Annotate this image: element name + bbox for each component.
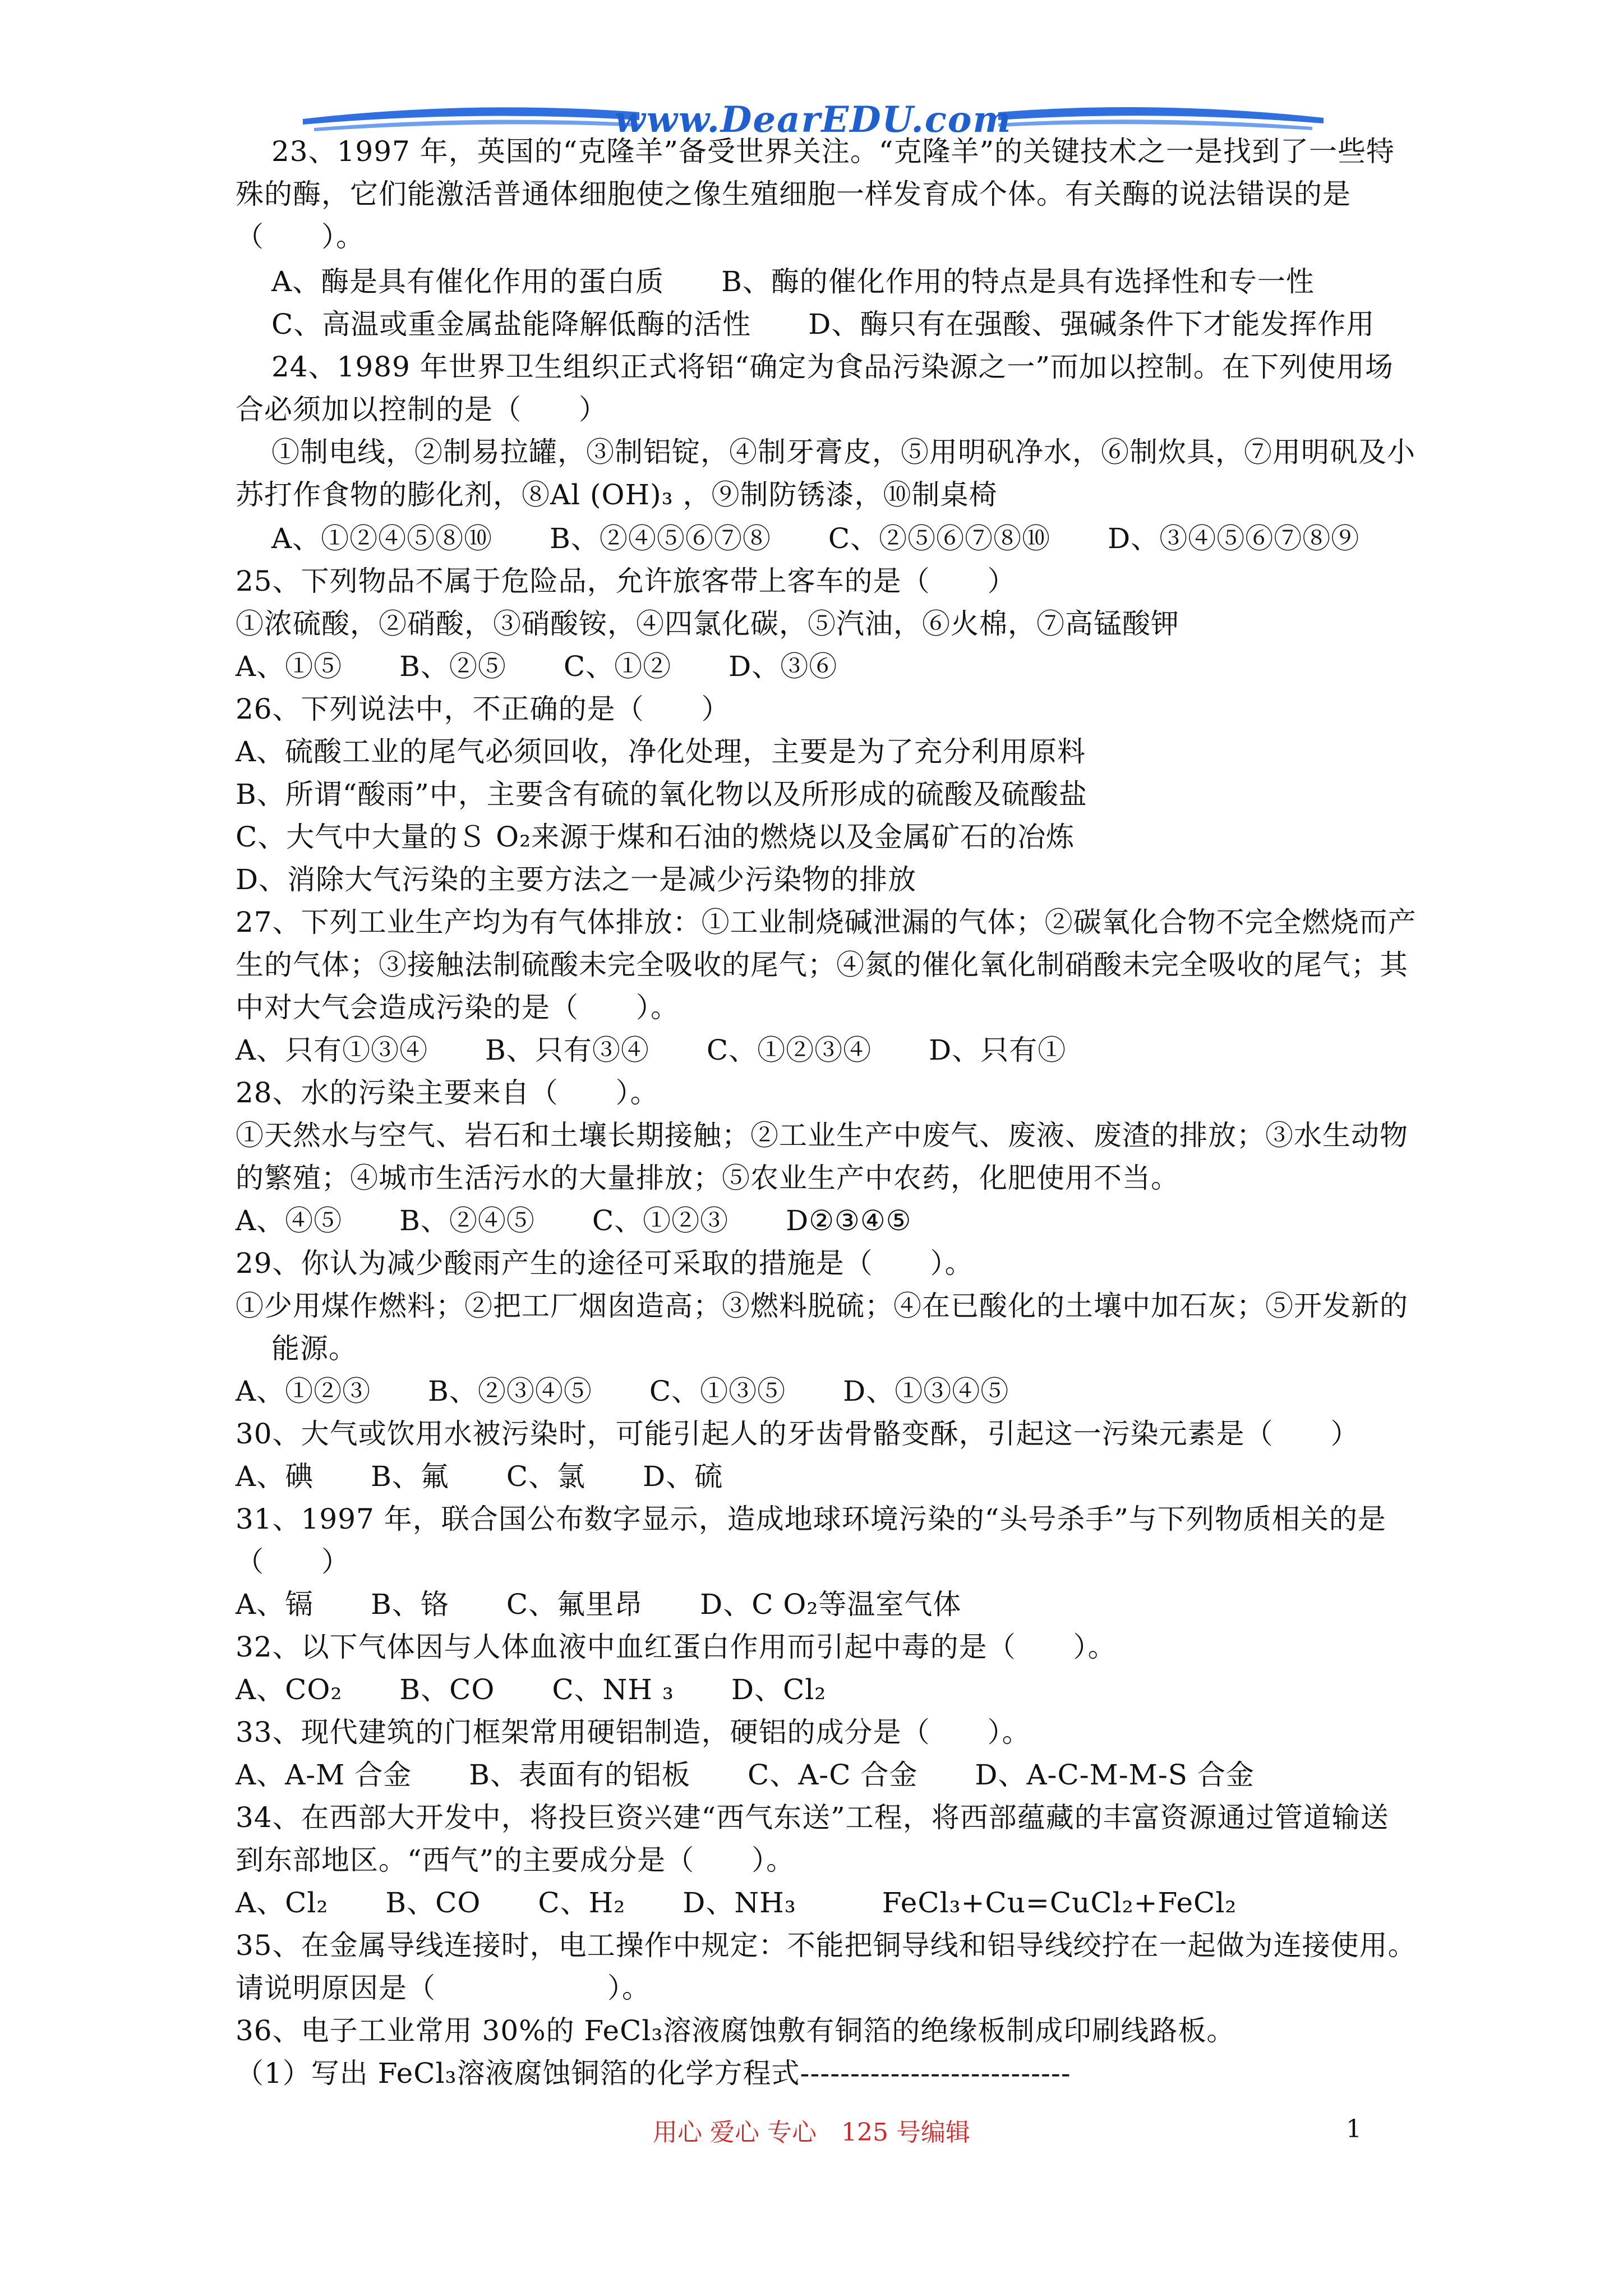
q24-line-1: 24、1989 年世界卫生组织正式将铝“确定为食品污染源之一”而加以控制。在下列使用场 <box>271 351 1394 383</box>
q35-line-2: 请说明原因是（ ）。 <box>236 1972 651 2004</box>
q34-line-2: 到东部地区。“西气”的主要成分是（ ）。 <box>236 1844 795 1876</box>
q26-line-1: 26、下列说法中，不正确的是（ ） <box>236 693 730 725</box>
q25-options: A、①⑤ B、②⑤ C、①② D、③⑥ <box>236 650 838 683</box>
q26-option-a: A、硫酸工业的尾气必须回收，净化处理，主要是为了充分利用原料 <box>236 735 1086 768</box>
q28-items-1: ①天然水与空气、岩石和土壤长期接触；②工业生产中废气、废液、废渣的排放；③水生动物 <box>236 1119 1408 1152</box>
q26-option-c: C、大气中大量的Ｓ O₂来源于煤和石油的燃烧以及金属矿石的冶炼 <box>236 821 1075 853</box>
q23-option-cd: C、高温或重金属盐能降解低酶的活性 D、酶只有在强酸、强碱条件下才能发挥作用 <box>271 308 1375 341</box>
q27-line-2: 生的气体；③接触法制硫酸未完全吸收的尾气；④氮的催化氧化制硝酸未完全吸收的尾气；其 <box>236 949 1408 981</box>
q33-line-1: 33、现代建筑的门框架常用硬铝制造，硬铝的成分是（ ）。 <box>236 1716 1031 1749</box>
q31-line-2: （ ） <box>236 1545 350 1578</box>
q25-items: ①浓硫酸，②硝酸，③硝酸铵，④四氯化碳，⑤汽油，⑥火棉，⑦高锰酸钾 <box>236 608 1179 640</box>
q27-line-1: 27、下列工业生产均为有气体排放：①工业制烧碱泄漏的气体；②碳氧化合物不完全燃烧而产 <box>236 906 1417 938</box>
q28-options: A、④⑤ B、②④⑤ C、①②③ D②③④⑤ <box>236 1204 912 1237</box>
q30-options: A、碘 B、氟 C、氯 D、硫 <box>236 1460 723 1493</box>
q24-line-2: 合必须加以控制的是（ ） <box>236 393 607 426</box>
q27-line-3: 中对大气会造成污染的是（ ）。 <box>236 991 679 1024</box>
q32-options: A、CO₂ B、CO C、NH ₃ D、Cl₂ <box>236 1673 827 1706</box>
q29-options: A、①②③ B、②③④⑤ C、①③⑤ D、①③④⑤ <box>236 1375 1009 1407</box>
q32-line-1: 32、以下气体因与人体血液中血红蛋白作用而引起中毒的是（ ）。 <box>236 1631 1117 1663</box>
q35-line-1: 35、在金属导线连接时，电工操作中规定：不能把铜导线和铝导线绞拧在一起做为连接使用。 <box>236 1929 1417 1962</box>
q23-line-1: 23、1997 年，英国的“克隆羊”备受世界关注。“克隆羊”的关键技术之一是找到了一些特 <box>271 135 1395 168</box>
q24-items-1: ①制电线，②制易拉罐，③制铝锭，④制牙膏皮，⑤用明矾净水，⑥制炊具，⑦用明矾及小 <box>271 436 1415 468</box>
q29-items-2: 能源。 <box>271 1332 357 1365</box>
q24-items-2: 苏打作食物的膨化剂，⑧Al (OH)₃ ，⑨制防锈漆，⑩制桌椅 <box>236 478 998 511</box>
q28-line-1: 28、水的污染主要来自（ ）。 <box>236 1076 659 1109</box>
q25-line-1: 25、下列物品不属于危险品，允许旅客带上客车的是（ ） <box>236 565 1016 597</box>
q26-option-d: D、消除大气污染的主要方法之一是减少污染物的排放 <box>236 863 917 896</box>
q31-line-1: 31、1997 年，联合国公布数字显示，造成地球环境污染的“头号杀手”与下列物质相关的是 <box>236 1503 1386 1535</box>
footer-editor-note: 用心 爱心 专心 125 号编辑 <box>653 2118 970 2147</box>
q34-line-1: 34、在西部大开发中，将投巨资兴建“西气东送”工程，将西部蕴藏的丰富资源通过管道输送 <box>236 1801 1389 1834</box>
q24-options: A、①②④⑤⑧⑩ B、②④⑤⑥⑦⑧ C、②⑤⑥⑦⑧⑩ D、③④⑤⑥⑦⑧⑨ <box>271 522 1360 555</box>
q36-subquestion-1: （1）写出 FeCl₃溶液腐蚀铜箔的化学方程式--------------------------- <box>236 2057 1071 2090</box>
page-number: 1 <box>1346 2115 1362 2143</box>
q27-options: A、只有①③④ B、只有③④ C、①②③④ D、只有① <box>236 1034 1067 1066</box>
q36-line-1: 36、电子工业常用 30%的 FeCl₃溶液腐蚀敷有铜箔的绝缘板制成印刷线路板。 <box>236 2014 1235 2047</box>
q23-option-ab: A、酶是具有催化作用的蛋白质 B、酶的催化作用的特点是具有选择性和专一性 <box>271 265 1315 298</box>
q29-line-1: 29、你认为减少酸雨产生的途径可采取的措施是（ ）。 <box>236 1247 974 1280</box>
q26-option-b: B、所谓“酸雨”中，主要含有硫的氧化物以及所形成的硫酸及硫酸盐 <box>236 778 1087 811</box>
q23-line-2: 殊的酶，它们能激活普通体细胞使之像生殖细胞一样发育成个体。有关酶的说法错误的是 <box>236 178 1351 210</box>
q34-options: A、Cl₂ B、CO C、H₂ D、NH₃ FeCl₃+Cu=CuCl₂+FeCl₂ <box>236 1887 1237 1919</box>
q29-items-1: ①少用煤作燃料；②把工厂烟囱造高；③燃料脱硫；④在已酸化的土壤中加石灰；⑤开发新的 <box>236 1290 1408 1322</box>
q30-line-1: 30、大气或饮用水被污染时，可能引起人的牙齿骨骼变酥，引起这一污染元素是（ ） <box>236 1418 1359 1450</box>
site-url: www.DearEDU.com <box>614 99 1012 141</box>
q33-options: A、A-M 合金 B、表面有的铝板 C、A-C 合金 D、A-C-M-M-S 合金 <box>236 1759 1255 1791</box>
q23-line-3: （ ）。 <box>236 220 365 253</box>
q28-items-2: 的繁殖；④城市生活污水的大量排放；⑤农业生产中农药，化肥使用不当。 <box>236 1162 1179 1194</box>
q31-options: A、镉 B、铬 C、氟里昂 D、C O₂等温室气体 <box>236 1588 962 1621</box>
